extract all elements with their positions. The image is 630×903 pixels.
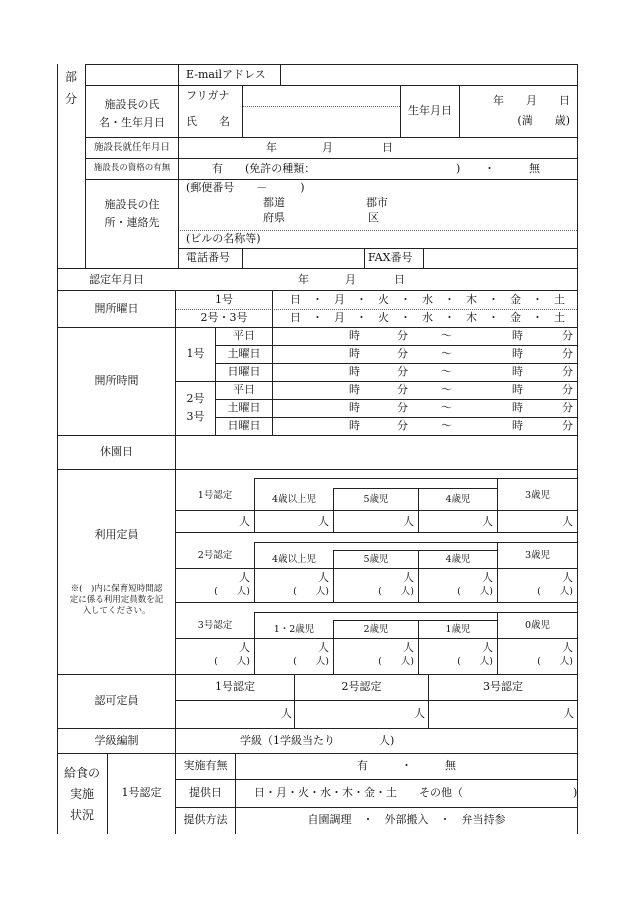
capacity-block-3-col-1: 1・2歳児 [273, 624, 315, 635]
capacity-note-2: 定に係る利用定員数を記 [69, 595, 164, 605]
director-name-label [86, 96, 178, 132]
director-name-field-label: 氏 名 [186, 115, 230, 128]
furigana-field[interactable] [243, 86, 399, 105]
fax-label: FAX番号 [368, 251, 413, 264]
capacity-block-1-col-1: 4歳以上児 [271, 494, 317, 505]
line [497, 478, 498, 532]
open-hours-group-2-line-1: 2号 [186, 392, 205, 405]
qualification-label: 施設長の資格の有無 [93, 163, 171, 173]
line [254, 542, 577, 543]
building-name: (ビルの名称等) [186, 232, 261, 245]
capacity-block-1-cell-2-unit[interactable]: 人 [318, 515, 329, 528]
class-org-label: 学級編制 [94, 734, 139, 747]
capacity-block-3-cell-2-short-time[interactable]: ( 人) [293, 656, 329, 667]
closed-days-field[interactable] [176, 436, 576, 468]
meals-row-2-name: 提供日 [189, 786, 222, 799]
hours-row-5-start-minute: 分 [397, 401, 408, 414]
address-label-1: 施設長の住 [104, 198, 160, 211]
fax-field[interactable] [424, 249, 576, 267]
line [178, 230, 577, 231]
licensed-capacity-label: 認可定員 [94, 694, 139, 707]
licensed-unit-2: 人 [414, 707, 425, 720]
line [459, 85, 460, 137]
line [215, 345, 577, 346]
open-days-label: 開所曜日 [94, 302, 139, 315]
meals-label-2: 実施 [69, 787, 94, 801]
birth-age: (満 歳) [517, 114, 570, 127]
hours-row-2-day-type: 土曜日 [227, 347, 261, 360]
furigana-label: フリガナ [186, 89, 230, 102]
meals-row-3-name: 提供方法 [183, 813, 228, 826]
appointment-label: 施設長就任年月日 [93, 142, 170, 153]
open-days-row-2-days[interactable]: 日 ・ 月 ・ 火 ・ 水 ・ 木 ・ 金 ・ 土 [290, 311, 565, 324]
line [215, 363, 577, 364]
line [178, 137, 179, 179]
capacity-block-2-cell-2-unit[interactable]: 人 [318, 571, 329, 584]
director-name-label-2: 名・生年月日 [99, 116, 165, 129]
meals-row-1-value[interactable]: 有 ・ 無 [357, 759, 456, 772]
capacity-block-3-cell-5-short-time[interactable]: ( 人) [537, 656, 573, 667]
capacity-block-3-cell-3-unit[interactable]: 人 [403, 641, 414, 654]
prefecture-label [263, 195, 285, 225]
hours-row-5-start-hour: 時 [349, 401, 360, 414]
licensed-unit-3: 人 [563, 707, 574, 720]
capacity-block-2-cell-2-short-time[interactable]: ( 人) [293, 586, 329, 597]
appointment-day: 日 [382, 141, 393, 154]
capacity-block-1-cell-5-unit[interactable]: 人 [562, 515, 573, 528]
hours-row-2-tilde: ～ [441, 347, 452, 360]
hours-row-6-end-minute: 分 [562, 419, 573, 432]
qualification-none: 無 [529, 162, 540, 175]
line [254, 542, 255, 602]
birth-date-label: 生年月日 [408, 104, 452, 117]
line [254, 612, 255, 674]
approval-date-label: 認定年月日 [89, 273, 144, 286]
postal-code: (郵便番号 － ) [186, 181, 305, 194]
approval-year: 年 [298, 273, 309, 286]
capacity-label: 利用定員 [94, 528, 139, 541]
email-label: E-mailアドレス [186, 68, 266, 81]
open-days-row-2-name: 2号・3号 [200, 311, 248, 324]
capacity-block-1-col-3: 4歳児 [445, 494, 471, 505]
capacity-block-3-cell-3-short-time[interactable]: ( 人) [378, 656, 414, 667]
line [333, 550, 497, 551]
capacity-block-3-cell-4-unit[interactable]: 人 [482, 641, 493, 654]
hours-row-2-start-hour: 時 [349, 347, 360, 360]
capacity-block-2-col-3: 4歳児 [445, 554, 471, 565]
hours-row-4-start-hour: 時 [349, 383, 360, 396]
qualification-separator: ・ [484, 162, 495, 175]
line [57, 753, 577, 754]
capacity-block-2-cell-4-unit[interactable]: 人 [482, 571, 493, 584]
line [175, 779, 577, 780]
capacity-block-2-col-2: 5歳児 [363, 554, 389, 565]
line [215, 399, 577, 400]
capacity-block-2-name: 2号認定 [197, 550, 233, 561]
appointment-year: 年 [266, 141, 277, 154]
line [57, 674, 577, 675]
hours-row-1-end-hour: 時 [512, 329, 523, 342]
hours-row-4-day-type: 平日 [233, 383, 255, 396]
birth-date-ymd: 年 月 日 [493, 94, 570, 107]
capacity-block-1-cell-4-unit[interactable]: 人 [482, 515, 493, 528]
prefecture-label-2: 府県 [263, 211, 285, 224]
capacity-block-2-cell-3-short-time[interactable]: ( 人) [378, 586, 414, 597]
line [178, 64, 179, 137]
director-name-field[interactable] [243, 107, 399, 136]
hours-row-1-end-minute: 分 [562, 329, 573, 342]
open-days-row-1-days[interactable]: 日 ・ 月 ・ 火 ・ 水 ・ 木 ・ 金 ・ 土 [290, 293, 565, 306]
prefecture-label-1: 都道 [263, 196, 285, 209]
hours-row-2-end-hour: 時 [512, 347, 523, 360]
hours-row-4-tilde: ～ [441, 383, 452, 396]
hours-row-3-start-hour: 時 [349, 365, 360, 378]
capacity-block-1-col-4: 3歳児 [524, 490, 551, 501]
meals-label [58, 763, 106, 826]
meals-row-2-value[interactable]: 日・月・火・水・木・金・土 その他（ ) [254, 786, 578, 799]
capacity-block-2-col-4: 3歳児 [524, 550, 551, 561]
line [175, 638, 577, 639]
hours-row-5-tilde: ～ [441, 401, 452, 414]
director-name-label-1: 施設長の氏 [104, 98, 160, 111]
capacity-block-3-col-4: 0歳児 [524, 620, 551, 631]
appointment-month: 月 [322, 141, 333, 154]
closed-days-label: 休園日 [100, 445, 133, 458]
line [175, 568, 577, 569]
hours-row-2-start-minute: 分 [397, 347, 408, 360]
hours-row-6-tilde: ～ [441, 419, 452, 432]
hours-row-5-end-minute: 分 [562, 401, 573, 414]
border-right [577, 64, 578, 834]
hours-row-6-day-type: 日曜日 [227, 419, 261, 432]
hours-row-1-start-minute: 分 [397, 329, 408, 342]
hours-row-5-day-type: 土曜日 [227, 401, 261, 414]
line [364, 248, 365, 268]
licensed-col-3: 3号認定 [483, 680, 523, 693]
meals-row-3-value[interactable]: 自園調理 ・ 外部搬入 ・ 弁当持参 [307, 813, 506, 826]
line [215, 417, 577, 418]
hours-row-3-start-minute: 分 [397, 365, 408, 378]
capacity-block-3-cell-5-unit[interactable]: 人 [562, 641, 573, 654]
licensed-col-2: 2号認定 [341, 680, 382, 693]
phone-label: 電話番号 [186, 251, 230, 264]
capacity-block-3-cell-1-unit[interactable]: 人 [239, 641, 250, 654]
capacity-block-2-cell-4-short-time[interactable]: ( 人) [457, 586, 493, 597]
capacity-block-3-col-2: 2歳児 [363, 624, 389, 635]
address-label [86, 196, 178, 232]
city-label [366, 195, 388, 225]
open-hours-group-2 [176, 390, 215, 426]
line [333, 620, 497, 621]
line [178, 179, 179, 268]
hours-row-3-tilde: ～ [441, 365, 452, 378]
licensed-unit-1: 人 [281, 707, 292, 720]
section-label [60, 66, 82, 110]
line [272, 290, 273, 327]
line [333, 488, 497, 489]
capacity-block-1-name: 1号認定 [197, 490, 233, 501]
capacity-block-2-cell-1-short-time[interactable]: ( 人) [214, 586, 250, 597]
phone-field[interactable] [243, 249, 363, 267]
open-days-row-1-name: 1号 [215, 293, 233, 306]
capacity-block-2-col-1: 4歳以上児 [271, 554, 317, 565]
capacity-block-2-cell-3-unit[interactable]: 人 [403, 571, 414, 584]
line [57, 268, 577, 269]
capacity-block-1-col-2: 5歳児 [363, 494, 389, 505]
capacity-block-3-col-3: 1歳児 [445, 624, 471, 635]
line [175, 807, 577, 808]
hours-row-3-day-type: 日曜日 [227, 365, 261, 378]
hours-row-2-end-minute: 分 [562, 347, 573, 360]
meals-group: 1号認定 [121, 786, 162, 799]
line [57, 728, 577, 729]
line [175, 700, 577, 701]
qualification-close: ) [456, 162, 461, 175]
line [254, 478, 577, 479]
line [254, 612, 577, 613]
city-label-1: 郡市 [366, 196, 388, 209]
hours-row-6-end-hour: 時 [512, 419, 523, 432]
hours-row-5-end-hour: 時 [512, 401, 523, 414]
capacity-block-3-name: 3号認定 [197, 620, 233, 631]
meals-label-1: 給食の [63, 766, 100, 780]
licensed-col-1: 1号認定 [215, 680, 255, 693]
capacity-note-1: ※( )内に保育短時間認 [70, 584, 163, 594]
class-org-text: 学級（1学級当たり 人) [240, 734, 395, 747]
email-field[interactable] [281, 65, 576, 84]
line [57, 469, 577, 470]
line [175, 309, 577, 310]
approval-day: 日 [394, 273, 405, 286]
line [175, 728, 176, 753]
line [85, 137, 577, 138]
open-hours-group-2-line-2: 3号 [186, 410, 205, 423]
open-hours-label: 開所時間 [94, 374, 139, 387]
line [175, 532, 577, 533]
open-hours-group-1: 1号 [186, 347, 205, 360]
capacity-block-3-cell-1-short-time[interactable]: ( 人) [214, 656, 250, 667]
line [85, 179, 577, 180]
hours-row-6-start-hour: 時 [349, 419, 360, 432]
hours-row-1-day-type: 平日 [233, 329, 255, 342]
city-label-2: 区 [368, 211, 379, 224]
line [85, 158, 577, 159]
qualification-text: 有 (免許の種類： [212, 162, 316, 175]
hours-row-4-end-minute: 分 [562, 383, 573, 396]
section-label-1: 部 [64, 70, 77, 84]
meals-label-3: 状況 [69, 808, 94, 822]
capacity-block-1-cell-3-unit[interactable]: 人 [403, 515, 414, 528]
meals-row-1-name: 実施有無 [183, 759, 228, 772]
capacity-block-2-cell-5-short-time[interactable]: ( 人) [537, 586, 573, 597]
line [175, 602, 577, 603]
address-label-2: 所・連絡先 [104, 216, 160, 229]
line [57, 327, 577, 328]
line [57, 290, 577, 291]
hours-row-1-start-hour: 時 [349, 329, 360, 342]
capacity-note [58, 584, 175, 617]
capacity-block-3-cell-2-unit[interactable]: 人 [318, 641, 329, 654]
capacity-block-1-cell-1-unit[interactable]: 人 [239, 515, 250, 528]
hours-row-4-end-hour: 時 [512, 383, 523, 396]
capacity-block-2-cell-1-unit[interactable]: 人 [239, 571, 250, 584]
line [175, 381, 577, 382]
hours-row-6-start-minute: 分 [397, 419, 408, 432]
hours-row-3-end-hour: 時 [512, 365, 523, 378]
approval-month: 月 [345, 273, 356, 286]
section-label-2: 分 [64, 92, 77, 106]
capacity-note-3: 入してください。 [82, 606, 151, 616]
capacity-block-2-cell-5-unit[interactable]: 人 [562, 571, 573, 584]
hours-row-3-end-minute: 分 [562, 365, 573, 378]
capacity-block-3-cell-4-short-time[interactable]: ( 人) [457, 656, 493, 667]
hours-row-1-tilde: ～ [441, 329, 452, 342]
hours-row-4-start-minute: 分 [397, 383, 408, 396]
line [175, 510, 577, 511]
